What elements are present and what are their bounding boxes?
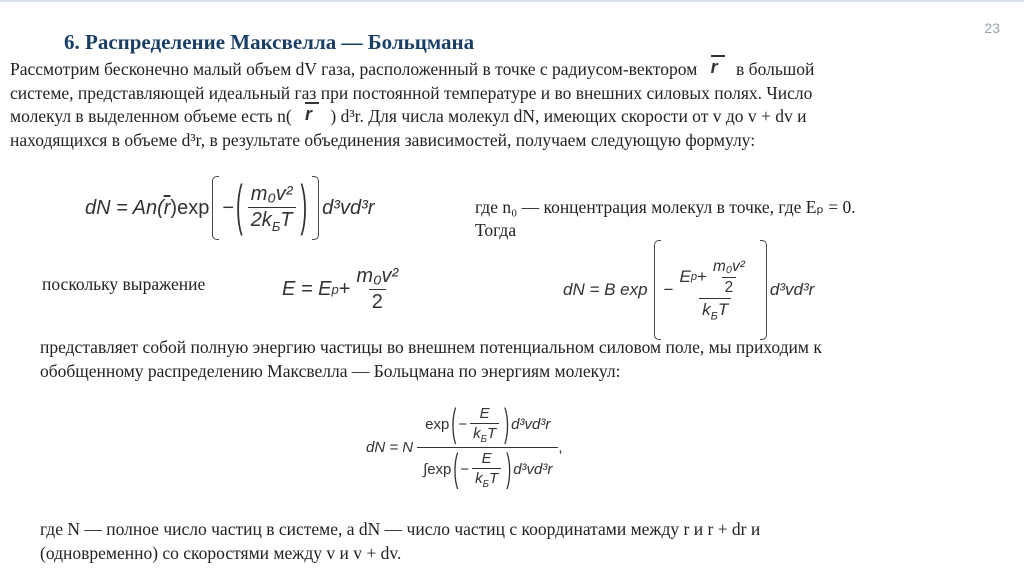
formula-dn-generalized: dN = B exp − E p + $\frac{\text{m₀v²}}{2}$ $k_БT$ d³vd³r (563, 240, 814, 340)
intro-line-3b: ) d³r. Для числа молекул dN, имеющих скорости от v до v + dv и (330, 106, 807, 126)
intro-line-2: системе, представляющей идеальный газ при постоянной температуре и во внешних силовых полях. Число (10, 82, 813, 103)
page-number: 23 (984, 20, 1000, 36)
energy-line-2: обобщенному распределению Максвелла — Больцмана по энергиям молекул: (40, 360, 621, 381)
where-line-2: Тогда (475, 220, 517, 240)
where-line-1: где n₀ — концентрация молекул в точке, где Eₚ = 0. (475, 197, 856, 217)
intro-line-4: находящихся в объеме d³r, в результате объединения зависимостей, получаем следующую формулу: (10, 129, 756, 150)
top-border (0, 0, 1024, 2)
intro-line-1-tail: в большой (736, 59, 815, 79)
formula-dn-maxwell-boltzmann: dN = An( $\overline{r}$ )exp − ( $\frac{\text{m₀v²}}{2k_БT}$ ) d³vd³r (85, 176, 374, 240)
final-line-1: где N — полное число частиц в системе, а dN — число частиц с координатами между r и r + dr и (40, 519, 761, 539)
final-line-2: (одновременно) со скоростями между v и v + dv. (40, 542, 402, 563)
slide-title: 6. Распределение Максвелла — Больцмана (64, 30, 475, 54)
energy-paragraph (40, 336, 1020, 383)
energy-line-1: представляет собой полную энергию частицы во внешнем потенциальном силовом поле, мы приходим к (40, 337, 822, 357)
intro-paragraph (10, 58, 1010, 152)
intro-line-1: Рассмотрим бесконечно малый объем dV газа, расположенный в точке с радиусом-вектором (10, 59, 698, 79)
formula-dn-normalized: dN = N exp ( − $\frac{E}{k_БT}$ ) d³vd³r ∫exp ( − $\frac{E}{k_БT}$ ) d³vd³r , (366, 402, 563, 492)
r-vector-symbol: r (702, 59, 732, 77)
formula-energy: E = E p + $\frac{\text{m₀v²}}{2}$ (282, 264, 399, 313)
r-vector-symbol-2: r (296, 106, 326, 124)
since-expression-text: поскольку выражение (42, 274, 206, 294)
intro-line-3a: молекул в выделенном объеме есть n( (10, 106, 292, 126)
final-paragraph (40, 518, 1020, 565)
where-n0-text (475, 196, 985, 242)
